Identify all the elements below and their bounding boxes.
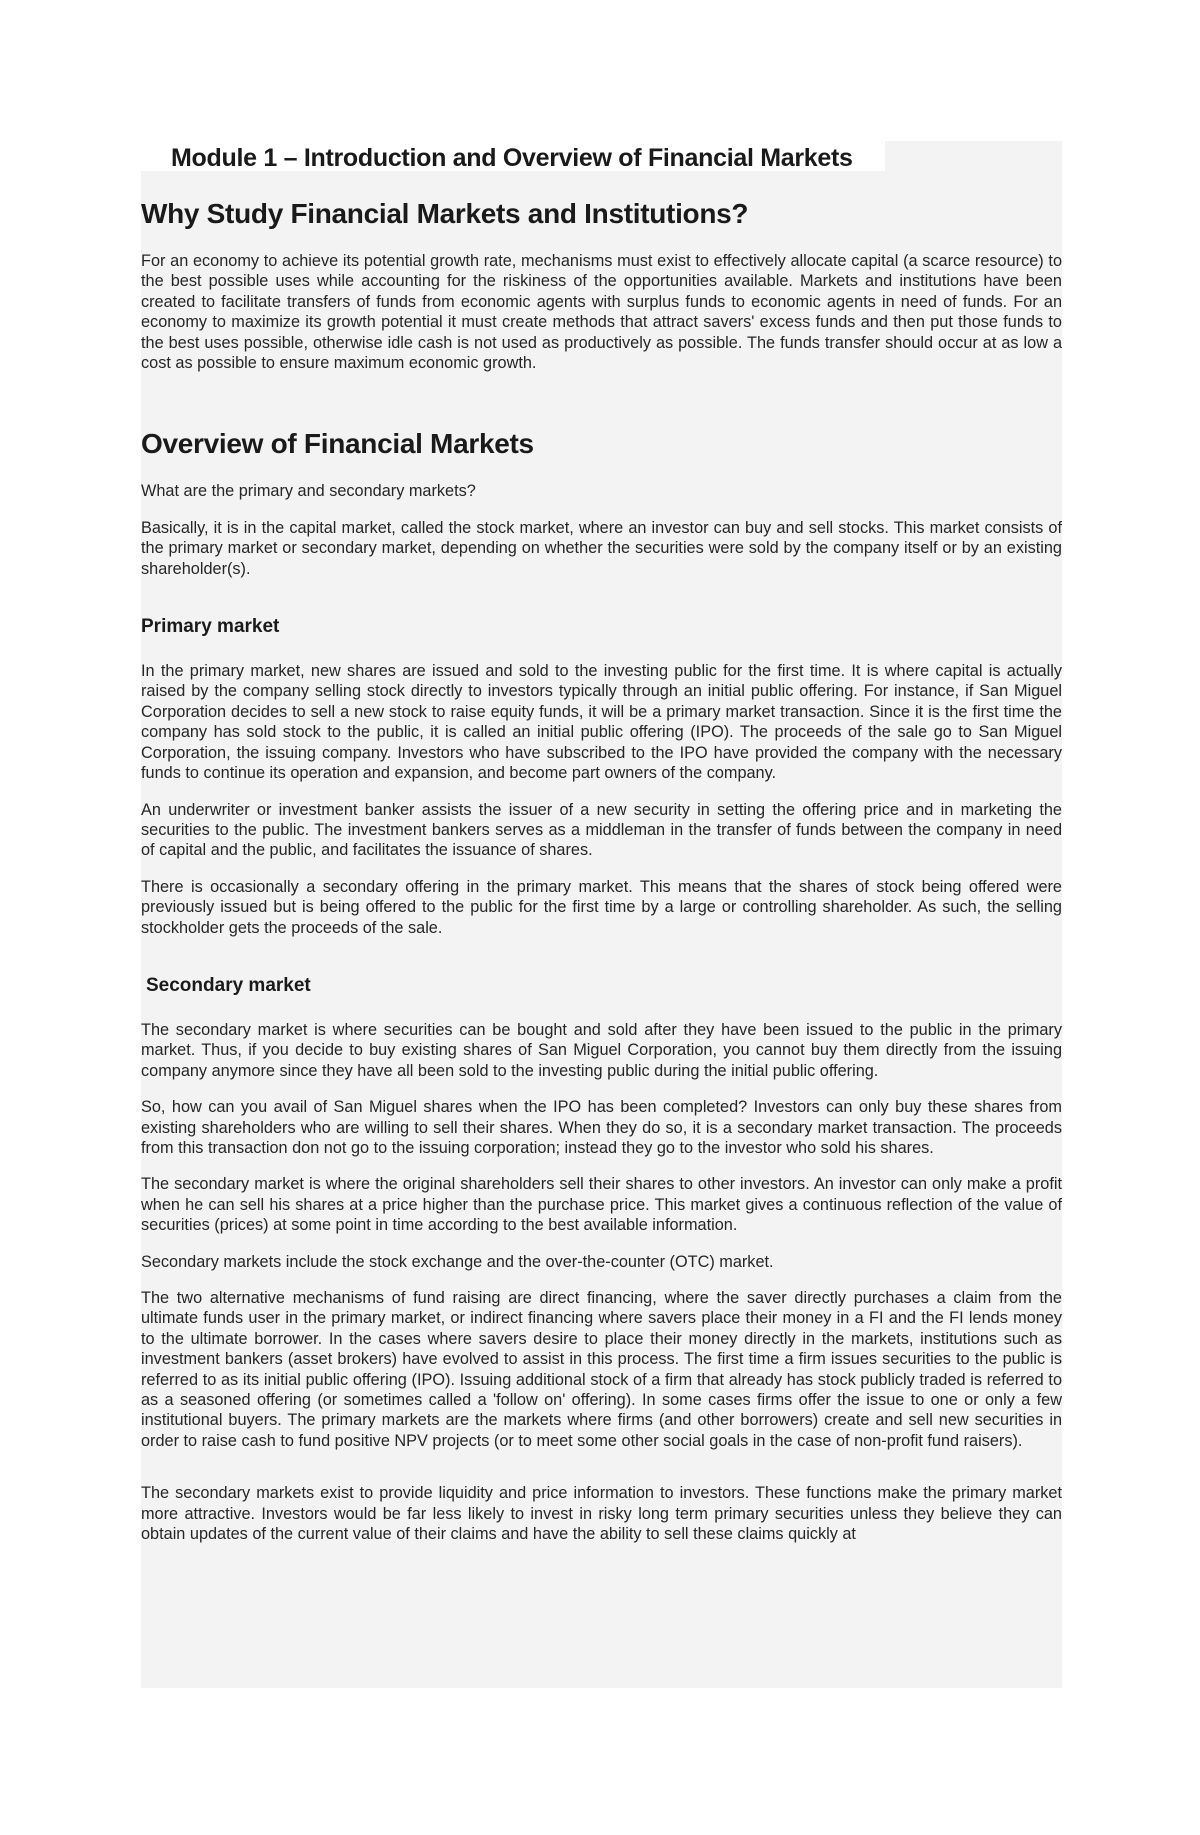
paragraph: An underwriter or investment banker assists the issuer of a new security in setting the offering price and in marketing the securities to the public. The investment bankers serves as a middleman in the transfer of funds between the company in need of capital and the public, and facilitates the issuance of shares. [141, 800, 1062, 860]
paragraph: There is occasionally a secondary offering in the primary market. This means that the shares of stock being offered were previously issued but is being offered to the public for the first time by a large or controlling shareholder. As such, the selling stockholder gets the proceeds of the sale. [141, 877, 1062, 937]
paragraph: For an economy to achieve its potential growth rate, mechanisms must exist to effectively allocate capital (a scarce resource) to the best possible uses while accounting for the riskiness of the opportunities available. Markets and institutions have been created to facilitate transfers of funds from economic agents with surplus funds to economic agents in need of funds. For an economy to maximize its growth potential it must create methods that attract savers' excess funds and then put those funds to the best uses possible, otherwise idle cash is not used as productively as possible. The funds transfer should occur at as low a cost as possible to ensure maximum economic growth. [141, 252, 1062, 373]
document-body [141, 197, 1062, 1560]
paragraph: The secondary market is where the original shareholders sell their shares to other investors. An investor can only make a profit when he can sell his shares at a price higher than the purchase price. This market gives a continuous reflection of the value of securities (prices) at some point in time according to the best available information. [141, 1175, 1062, 1235]
module-title: Module 1 – Introduction and Overview of Financial Markets [171, 144, 853, 172]
heading-overview: Overview of Financial Markets [141, 428, 534, 460]
paragraph: Basically, it is in the capital market, called the stock market, where an investor can buy and sell stocks. This market consists of the primary market or secondary market, depending on whether the securities were sold by the company itself or by an existing shareholder(s). [141, 518, 1062, 578]
paragraph: So, how can you avail of San Miguel shares when the IPO has been completed? Investors can only buy these shares from existing shareholders who are willing to sell their shares. When they do so, it is a secondary market transaction. The proceeds from this transaction don not go to the issuing corporation; instead they go to the investor who sold his shares. [141, 1098, 1062, 1157]
heading-primary-market: Primary market [141, 616, 280, 638]
paragraph: The secondary markets exist to provide liquidity and price information to investors. These functions make the primary market more attractive. Investors would be far less likely to invest in risky long term primary securities unless they believe they can obtain updates of the current value of their claims and have the ability to sell these claims quickly at [141, 1484, 1062, 1544]
paragraph: The two alternative mechanisms of fund raising are direct financing, where the saver directly purchases a claim from the ultimate funds user in the primary market, or indirect financing where savers place their money in a FI and the FI lends money to the ultimate borrower. In the cases where savers desire to place their money directly in the markets, institutions such as investment bankers (asset brokers) have evolved to assist in this process. The first time a firm issues securities to the public is referred to as its initial public offering (IPO). Issuing additional stock of a firm that already has stock publicly traded is referred to as a seasoned offering (or sometimes called a 'follow on' offering). In some cases firms offer the issue to one or only a few institutional buyers. The primary markets are the markets where firms (and other borrowers) create and sell new securities in order to raise cash to fund positive NPV projects (or to meet some other social goals in the case of non-profit fund raisers). [141, 1289, 1062, 1450]
paragraph: The secondary market is where securities can be bought and sold after they have been issued to the public in the primary market. Thus, if you decide to buy existing shares of San Miguel Corporation, you cannot buy them directly from the issuing company anymore since they have all been sold to the investing public during the initial public offering. [141, 1020, 1062, 1080]
paragraph: In the primary market, new shares are issued and sold to the investing public for the first time. It is where capital is actually raised by the company selling stock directly to investors typically through an initial public offering. For instance, if San Miguel Corporation decides to sell a new stock to raise equity funds, it will be a primary market transaction. Since it is the first time the company has sold stock to the public, it is called an initial public offering (IPO). The proceeds of the sale go to San Miguel Corporation, the issuing company. Investors who have subscribed to the IPO have provided the company with the necessary funds to continue its operation and expansion, and become part owners of the company. [141, 662, 1062, 783]
paragraph: Secondary markets include the stock exchange and the over-the-counter (OTC) market. [141, 1252, 774, 1271]
heading-why-study: Why Study Financial Markets and Institutions? [141, 198, 749, 229]
heading-secondary-market: Secondary market [146, 974, 311, 996]
paragraph: What are the primary and secondary markets? [141, 482, 476, 501]
document-page [141, 141, 1062, 1688]
